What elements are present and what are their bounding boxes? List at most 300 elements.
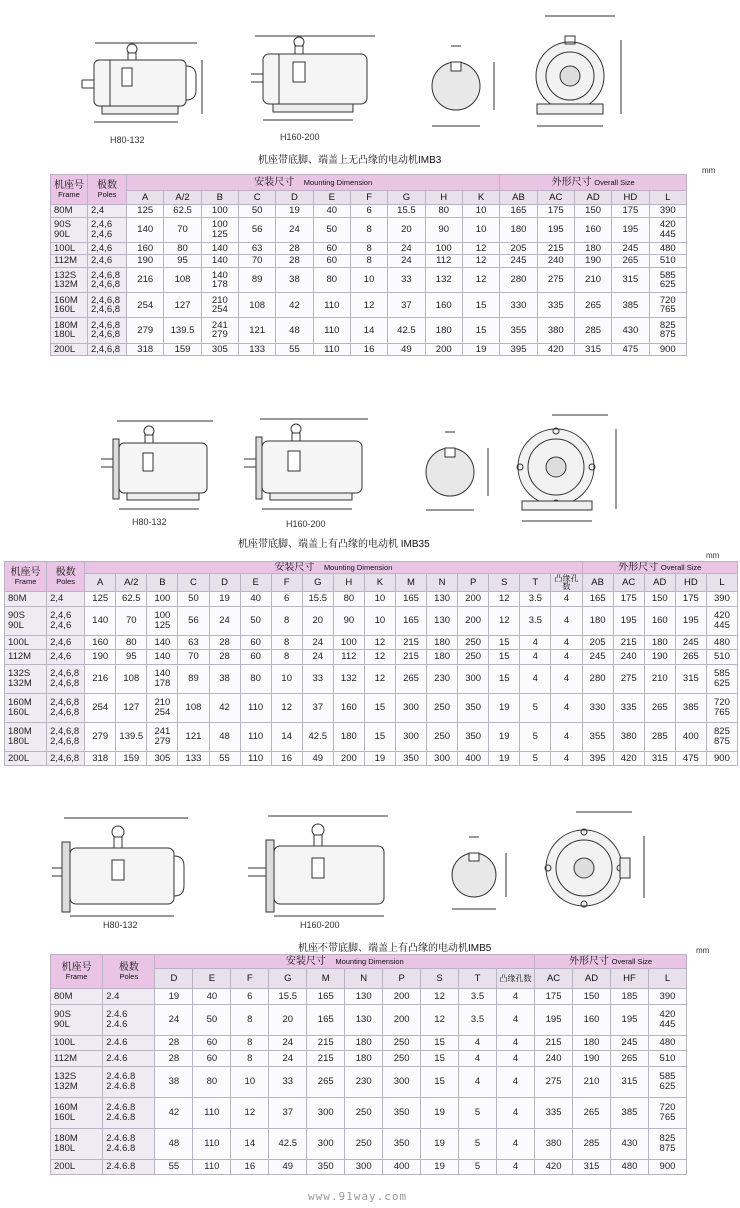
value-cell: 42 <box>155 1097 193 1128</box>
drawing-label-h80-132: H80-132 <box>110 135 145 145</box>
value-cell: 130 <box>345 1004 383 1035</box>
cell-value: 90S <box>54 219 71 231</box>
value-cell: 63 <box>178 635 209 650</box>
value-cell: 70 <box>116 606 147 635</box>
cell-stack <box>106 1103 154 1122</box>
value-cell: 80 <box>425 205 462 218</box>
value-cell: 245 <box>582 650 613 665</box>
cell-value: 585 <box>659 269 676 281</box>
table-row <box>51 1051 687 1067</box>
value-cell: 3.5 <box>459 1004 497 1035</box>
value-cell: 15 <box>421 1051 459 1067</box>
value-cell: 12 <box>350 293 387 318</box>
cell-stack <box>649 1134 686 1153</box>
value-cell: 15.5 <box>388 205 425 218</box>
value-cell: 37 <box>388 293 425 318</box>
value-cell <box>648 1128 686 1159</box>
value-cell: 175 <box>535 989 573 1005</box>
value-cell: 165 <box>307 1004 345 1035</box>
dimension-table-imb3 <box>50 174 687 356</box>
value-cell: 285 <box>573 1128 611 1159</box>
value-cell: 205 <box>500 242 537 255</box>
cell-stack <box>147 727 177 746</box>
value-cell: 200 <box>333 751 364 766</box>
value-cell: 190 <box>644 650 675 665</box>
cell-stack <box>8 611 46 630</box>
value-cell: 150 <box>573 989 611 1005</box>
frame-cell <box>51 293 88 318</box>
table-row <box>51 1159 687 1175</box>
cell-stack <box>50 698 84 717</box>
value-cell: 210 <box>573 1066 611 1097</box>
column-header: HD <box>612 191 649 205</box>
value-cell: 265 <box>612 255 649 268</box>
value-cell: 175 <box>675 592 706 607</box>
value-cell: 110 <box>313 343 350 356</box>
frame-header-en: Frame <box>58 189 80 199</box>
value-cell: 275 <box>535 1066 573 1097</box>
column-header: H <box>425 191 462 205</box>
value-cell: 510 <box>706 650 737 665</box>
value-cell: 385 <box>611 1097 649 1128</box>
table-row <box>5 693 738 722</box>
value-cell: 250 <box>427 693 458 722</box>
poles-cell <box>88 318 127 343</box>
motor-side-view-small-drawing <box>70 36 220 132</box>
cell-stack <box>106 1134 154 1153</box>
value-cell: 315 <box>675 664 706 693</box>
cell-value: 2,4,6 <box>91 219 113 231</box>
frame-cell <box>51 217 88 242</box>
value-cell: 60 <box>313 242 350 255</box>
value-cell: 159 <box>164 343 201 356</box>
value-cell: 80 <box>164 242 201 255</box>
value-cell: 89 <box>178 664 209 693</box>
value-cell: 12 <box>364 650 395 665</box>
cell-stack <box>91 296 126 315</box>
value-cell: 6 <box>350 205 387 218</box>
value-cell: 4 <box>497 989 535 1005</box>
cell-value: 2,4,6,8 <box>50 668 80 679</box>
value-cell: 28 <box>209 635 240 650</box>
value-cell: 210 <box>644 664 675 693</box>
frame-cell: 100L <box>51 1035 103 1051</box>
value-cell: 300 <box>395 722 426 751</box>
poles-header-en: Poles <box>56 576 76 586</box>
value-cell: 14 <box>231 1128 269 1159</box>
column-header: HD <box>675 574 706 592</box>
value-cell: 200 <box>383 1004 421 1035</box>
flange-end-view-drawing <box>536 806 656 916</box>
overall-header-en: Overall Size <box>594 177 635 187</box>
cell-value: 875 <box>659 329 676 341</box>
value-cell: 355 <box>500 318 537 343</box>
cell-value: 585 <box>659 1071 676 1082</box>
value-cell: 70 <box>239 255 276 268</box>
value-cell: 12 <box>421 989 459 1005</box>
cell-stack <box>650 271 686 290</box>
value-cell: 165 <box>307 989 345 1005</box>
value-cell: 380 <box>535 1128 573 1159</box>
value-cell: 37 <box>302 693 333 722</box>
value-cell: 190 <box>573 1051 611 1067</box>
column-header-row <box>5 574 738 592</box>
cell-value: 420 <box>659 219 676 231</box>
value-cell: 19 <box>421 1097 459 1128</box>
value-cell: 140 <box>85 606 116 635</box>
table-row <box>5 722 738 751</box>
value-cell <box>648 1066 686 1097</box>
cell-value: 180M <box>54 319 78 331</box>
cell-stack <box>54 1072 102 1091</box>
value-cell: 89 <box>239 267 276 292</box>
watermark: www.91way.com <box>308 1190 408 1203</box>
poles-header-en: Poles <box>119 971 139 981</box>
cell-stack <box>650 220 686 239</box>
value-cell: 20 <box>388 217 425 242</box>
value-cell: 42 <box>276 293 313 318</box>
section-imb35 <box>0 395 740 800</box>
value-cell: 50 <box>240 606 271 635</box>
cell-stack <box>50 727 84 746</box>
value-cell: 15.5 <box>269 989 307 1005</box>
value-cell: 16 <box>271 751 302 766</box>
cell-stack <box>8 727 46 746</box>
cell-stack <box>54 1010 102 1029</box>
poles-cell <box>88 217 127 242</box>
poles-cell: 2.4 <box>103 989 155 1005</box>
value-cell: 15 <box>462 293 499 318</box>
column-header: L <box>706 574 737 592</box>
value-cell: 110 <box>240 693 271 722</box>
value-cell: 14 <box>271 722 302 751</box>
column-header: K <box>364 574 395 592</box>
table-row <box>5 635 738 650</box>
value-cell: 24 <box>155 1004 193 1035</box>
cell-stack <box>650 321 686 340</box>
dimension-table-imb35 <box>4 561 738 766</box>
cell-stack <box>91 220 126 239</box>
value-cell: 8 <box>231 1004 269 1035</box>
value-cell: 4 <box>459 1066 497 1097</box>
value-cell: 4 <box>459 1035 497 1051</box>
column-header: F <box>231 969 269 989</box>
value-cell: 132 <box>425 267 462 292</box>
frame-cell: 112M <box>5 650 47 665</box>
poles-cell: 2,4,6 <box>47 650 85 665</box>
cell-value: 160M <box>54 294 78 306</box>
frame-header <box>51 955 103 989</box>
value-cell: 121 <box>178 722 209 751</box>
cell-value: 445 <box>714 619 730 631</box>
cell-value: 825 <box>714 726 730 737</box>
cell-value: 625 <box>659 279 676 291</box>
frame-header-cn: 机座号 <box>61 961 92 973</box>
value-cell: 55 <box>209 751 240 766</box>
value-cell: 300 <box>383 1066 421 1097</box>
column-header: AD <box>644 574 675 592</box>
value-cell <box>648 1097 686 1128</box>
value-cell: 195 <box>537 217 574 242</box>
overall-header-cn: 外形尺寸 <box>551 176 592 188</box>
cell-stack <box>50 669 84 688</box>
mounting-dimension-header <box>155 955 535 969</box>
value-cell: 62.5 <box>164 205 201 218</box>
frame-header-en: Frame <box>65 971 88 981</box>
value-cell: 395 <box>582 751 613 766</box>
value-cell: 33 <box>388 267 425 292</box>
value-cell: 385 <box>675 693 706 722</box>
frame-cell: 80M <box>5 592 47 607</box>
value-cell: 8 <box>231 1035 269 1051</box>
value-cell: 12 <box>231 1097 269 1128</box>
table-row <box>51 1004 687 1035</box>
value-cell: 250 <box>458 650 489 665</box>
cell-stack <box>202 271 238 290</box>
value-cell: 42.5 <box>302 722 333 751</box>
value-cell: 37 <box>269 1097 307 1128</box>
value-cell: 4 <box>520 664 551 693</box>
value-cell: 60 <box>240 635 271 650</box>
value-cell: 160 <box>574 217 611 242</box>
value-cell: 15 <box>462 318 499 343</box>
cell-value: 160L <box>54 304 76 316</box>
cell-value: 445 <box>659 228 676 240</box>
value-cell: 80 <box>116 635 147 650</box>
value-cell: 265 <box>574 293 611 318</box>
value-cell: 14 <box>350 318 387 343</box>
value-cell: 40 <box>240 592 271 607</box>
value-cell: 24 <box>276 217 313 242</box>
value-cell: 48 <box>276 318 313 343</box>
cell-value: 2.4.6.8 <box>106 1133 136 1144</box>
value-cell: 250 <box>345 1128 383 1159</box>
value-cell: 265 <box>573 1097 611 1128</box>
value-cell <box>649 318 686 343</box>
section-imb3 <box>0 0 740 395</box>
cell-value: 100 <box>211 219 228 231</box>
value-cell: 55 <box>155 1159 193 1175</box>
value-cell: 160 <box>425 293 462 318</box>
value-cell: 48 <box>155 1128 193 1159</box>
value-cell: 38 <box>155 1066 193 1097</box>
poles-cell <box>88 293 127 318</box>
value-cell: 49 <box>269 1159 307 1175</box>
poles-cell: 2,4 <box>88 205 127 218</box>
column-header: AC <box>535 969 573 989</box>
value-cell: 285 <box>574 318 611 343</box>
value-cell: 4 <box>551 664 582 693</box>
column-header: HF <box>611 969 649 989</box>
cell-value: 2.4.6.8 <box>106 1142 136 1154</box>
value-cell: 38 <box>209 664 240 693</box>
value-cell: 300 <box>307 1097 345 1128</box>
value-cell: 160 <box>573 1004 611 1035</box>
unit-label: mm <box>696 946 710 955</box>
value-cell: 475 <box>675 751 706 766</box>
value-cell: 15 <box>421 1035 459 1051</box>
frame-cell <box>51 1128 103 1159</box>
cell-value: 420 <box>659 1009 676 1020</box>
cell-value: 2,4,6,8 <box>91 329 121 341</box>
motor-side-view-small-drawing <box>48 812 198 922</box>
value-cell: 16 <box>350 343 387 356</box>
table-row <box>51 1128 687 1159</box>
value-cell: 275 <box>537 267 574 292</box>
cell-stack <box>54 220 87 239</box>
value-cell: 56 <box>178 606 209 635</box>
overall-size-header <box>582 562 737 574</box>
value-cell: 510 <box>648 1051 686 1067</box>
column-header: AD <box>574 191 611 205</box>
value-cell: 132 <box>333 664 364 693</box>
value-cell: 28 <box>155 1051 193 1067</box>
cell-value: 241 <box>154 726 171 737</box>
value-cell: 180 <box>427 635 458 650</box>
value-cell: 160 <box>127 242 164 255</box>
frame-cell: 200L <box>51 1159 103 1175</box>
mounting-header-en: Mounting Dimension <box>303 177 373 187</box>
value-cell: 190 <box>574 255 611 268</box>
cell-stack <box>8 669 46 688</box>
value-cell: 159 <box>116 751 147 766</box>
value-cell: 12 <box>489 592 520 607</box>
column-header: A/2 <box>116 574 147 592</box>
cell-value: 2,4,6,8 <box>91 319 121 331</box>
poles-cell: 2,4,6,8 <box>88 343 127 356</box>
value-cell <box>706 693 737 722</box>
cell-stack <box>106 1010 154 1029</box>
column-header: N <box>427 574 458 592</box>
poles-cell: 2,4,6 <box>47 635 85 650</box>
value-cell: 127 <box>116 693 147 722</box>
value-cell: 110 <box>313 293 350 318</box>
value-cell: 245 <box>611 1035 649 1051</box>
value-cell: 90 <box>333 606 364 635</box>
cell-value: 2,4,6,8 <box>91 304 121 316</box>
cell-value: 160L <box>8 706 30 718</box>
table-row <box>51 217 687 242</box>
cell-stack <box>649 1072 686 1091</box>
value-cell: 125 <box>127 205 164 218</box>
value-cell <box>706 606 737 635</box>
value-cell: 285 <box>644 722 675 751</box>
value-cell: 6 <box>231 989 269 1005</box>
dimension-table-imb5 <box>50 954 687 1175</box>
column-header: 凸缘孔数 <box>497 969 535 989</box>
column-header: AB <box>500 191 537 205</box>
poles-header <box>88 175 127 205</box>
cell-value: 585 <box>714 668 730 679</box>
value-cell: 10 <box>462 205 499 218</box>
section-caption: 机座不带底脚、端盖上有凸缘的电动机IMB5 <box>298 943 492 954</box>
value-cell: 40 <box>193 989 231 1005</box>
cell-value: 2.4.6.8 <box>106 1071 136 1082</box>
cell-value: 90S <box>8 610 25 621</box>
value-cell: 300 <box>458 664 489 693</box>
value-cell: 49 <box>302 751 333 766</box>
value-cell: 420 <box>613 751 644 766</box>
value-cell: 140 <box>147 650 178 665</box>
value-cell: 24 <box>269 1051 307 1067</box>
poles-header <box>103 955 155 989</box>
column-header: F <box>271 574 302 592</box>
value-cell: 315 <box>574 343 611 356</box>
value-cell: 175 <box>613 592 644 607</box>
value-cell: 15 <box>364 722 395 751</box>
value-cell: 165 <box>395 592 426 607</box>
cell-value: 178 <box>211 279 228 291</box>
column-header: C <box>239 191 276 205</box>
drawing-label-h80-132: H80-132 <box>103 920 138 930</box>
cell-value: 180M <box>8 726 32 737</box>
value-cell: 4 <box>497 1066 535 1097</box>
value-cell: 28 <box>276 242 313 255</box>
value-cell: 318 <box>127 343 164 356</box>
value-cell <box>649 217 686 242</box>
column-header: K <box>462 191 499 205</box>
value-cell: 80 <box>333 592 364 607</box>
column-header: D <box>155 969 193 989</box>
value-cell: 133 <box>239 343 276 356</box>
value-cell: 215 <box>307 1035 345 1051</box>
cell-value: 132S <box>8 668 31 679</box>
poles-cell: 2.4.6 <box>103 1051 155 1067</box>
value-cell: 140 <box>201 255 238 268</box>
value-cell: 195 <box>611 1004 649 1035</box>
value-cell: 56 <box>239 217 276 242</box>
cell-value: 140 <box>154 668 171 679</box>
table-row <box>5 650 738 665</box>
value-cell: 215 <box>307 1051 345 1067</box>
value-cell: 4 <box>497 1128 535 1159</box>
value-cell: 19 <box>489 693 520 722</box>
cell-value: 720 <box>659 1102 676 1113</box>
value-cell: 110 <box>193 1097 231 1128</box>
value-cell <box>706 664 737 693</box>
group-header-row <box>5 562 738 574</box>
poles-cell <box>103 1128 155 1159</box>
value-cell: 335 <box>537 293 574 318</box>
value-cell: 4 <box>551 635 582 650</box>
value-cell: 90 <box>425 217 462 242</box>
value-cell: 480 <box>648 1035 686 1051</box>
value-cell: 180 <box>500 217 537 242</box>
value-cell: 265 <box>675 650 706 665</box>
frame-cell <box>51 1004 103 1035</box>
cell-stack <box>54 296 87 315</box>
cell-value: 875 <box>659 1142 676 1154</box>
cell-value: 90L <box>54 228 70 240</box>
value-cell: 195 <box>675 606 706 635</box>
cell-value: 132M <box>54 279 78 291</box>
value-cell: 475 <box>612 343 649 356</box>
value-cell: 240 <box>537 255 574 268</box>
cell-stack <box>707 698 737 717</box>
value-cell: 4 <box>551 650 582 665</box>
value-cell: 24 <box>302 635 333 650</box>
value-cell: 400 <box>383 1159 421 1175</box>
cell-value: 2,4,6,8 <box>91 294 121 306</box>
value-cell: 305 <box>147 751 178 766</box>
value-cell: 200 <box>425 343 462 356</box>
table-row <box>51 343 687 356</box>
column-header: A/2 <box>164 191 201 205</box>
overall-size-header <box>500 175 687 191</box>
cell-value: 2.4.6.8 <box>106 1080 136 1092</box>
value-cell: 195 <box>612 217 649 242</box>
cell-value: 2.4.6 <box>106 1009 128 1020</box>
